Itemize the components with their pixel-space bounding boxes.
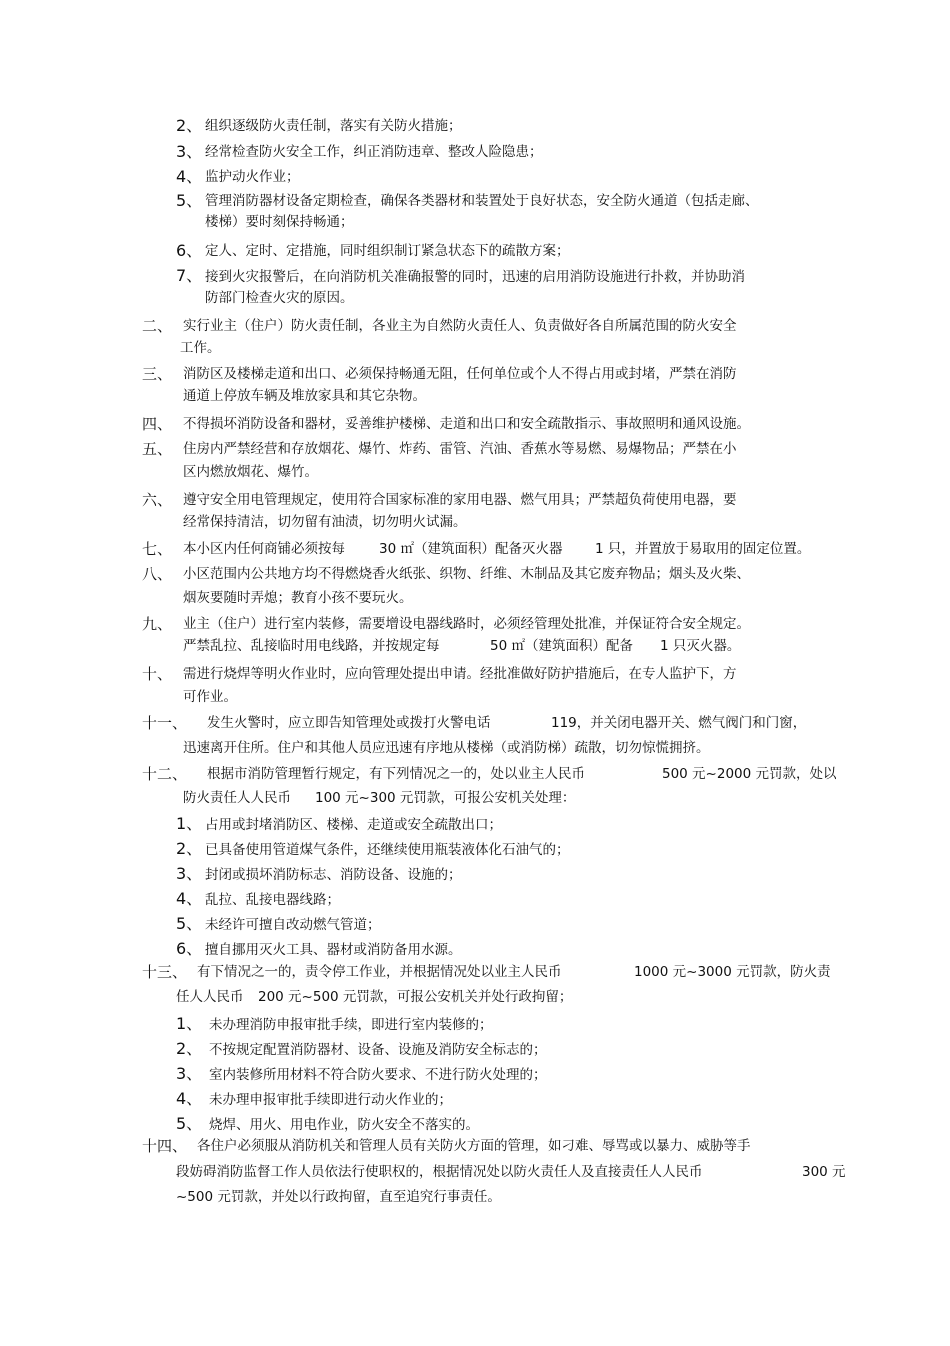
list-number: 3、 [176, 1064, 203, 1083]
list-text: 乱拉、乱接电器线路； [205, 892, 340, 908]
section-text: 业主（住户）进行室内装修，需要增设电器线路时，必须经管理处批准，并保证符合安全规定。 [183, 616, 750, 632]
section-text: 500 元~2000 元罚款，处以 [662, 766, 837, 782]
item-number: 7、 [176, 266, 203, 285]
item-text: 定人、定时、定措施，同时组织制订紧急状态下的疏散方案； [205, 243, 570, 259]
item-text: 管理消防器材设备定期检查，确保各类器材和装置处于良好状态，安全防火通道（包括走廊、 [205, 193, 759, 209]
section-number: 八、 [142, 565, 173, 583]
section-text: 遵守安全用电管理规定，使用符合国家标准的家用电器、燃气用具；严禁超负荷使用电器，要 [183, 492, 737, 508]
list-number: 3、 [176, 864, 203, 883]
section-text-continued: 严禁乱拉、乱接临时用电线路，并按规定每 [183, 638, 440, 654]
item-number: 5、 [176, 191, 203, 210]
item-number: 6、 [176, 241, 203, 260]
section-text-continued: 防火责任人人民币 [183, 790, 291, 806]
section-number: 四、 [142, 415, 173, 433]
section-text-continued: 工作。 [180, 340, 221, 356]
section-text: 119，并关闭电器开关、燃气阀门和门窗， [551, 715, 807, 731]
list-number: 5、 [176, 1114, 203, 1133]
section-text-continued: 300 元 [802, 1164, 846, 1180]
list-text: 未经许可擅自改动燃气管道； [205, 917, 381, 933]
section-text-continued: 区内燃放烟花、爆竹。 [183, 464, 318, 480]
list-text: 不按规定配置消防器材、设备、设施及消防安全标志的； [209, 1042, 547, 1058]
section-number: 十、 [142, 665, 173, 683]
section-text: 有下情况之一的，责令停工作业，并根据情况处以业主人民币 [197, 964, 562, 980]
section-text: 消防区及楼梯走道和出口、必须保持畅通无阻，任何单位或个人不得占用或封堵，严禁在消防 [183, 366, 737, 382]
section-number: 九、 [142, 615, 173, 633]
list-number: 2、 [176, 1039, 203, 1058]
section-text-continued: 迅速离开住所。住户和其他人员应迅速有序地从楼梯（或消防梯）疏散，切勿惊慌拥挤。 [183, 740, 710, 756]
list-text: 擅自挪用灭火工具、器材或消防备用水源。 [205, 942, 462, 958]
section-number: 二、 [142, 317, 173, 335]
section-number: 十四、 [142, 1137, 188, 1155]
section-text-continued: 可作业。 [183, 689, 237, 705]
section-number: 三、 [142, 365, 173, 383]
list-text: 已具备使用管道煤气条件，还继续使用瓶装液体化石油气的； [205, 842, 570, 858]
section-text: 1 只，并置放于易取用的固定位置。 [595, 541, 811, 557]
section-number: 五、 [142, 440, 173, 458]
section-text: 各住户必须服从消防机关和管理人员有关防火方面的管理，如刁难、辱骂或以暴力、威胁等手 [197, 1138, 751, 1154]
item-text: 经常检查防火安全工作，纠正消防违章、整改人险隐患； [205, 144, 543, 160]
section-text: 根据市消防管理暂行规定，有下列情况之一的，处以业主人民币 [207, 766, 585, 782]
section-text: 住房内严禁经营和存放烟花、爆竹、炸药、雷管、汽油、香蕉水等易燃、易爆物品；严禁在小 [183, 441, 737, 457]
section-text: 1000 元~3000 元罚款，防火责 [634, 964, 831, 980]
section-text: 30 ㎡（建筑面积）配备灭火器 [379, 541, 563, 557]
item-text-continued: 楼梯）要时刻保持畅通； [205, 214, 354, 230]
list-text: 封闭或损坏消防标志、消防设备、设施的； [205, 867, 462, 883]
section-text: 实行业主（住户）防火责任制，各业主为自然防火责任人、负责做好各自所属范围的防火安全 [183, 318, 737, 334]
list-text: 室内装修所用材料不符合防火要求、不进行防火处理的； [209, 1067, 547, 1083]
list-text: 未办理消防申报审批手续，即进行室内装修的； [209, 1017, 493, 1033]
section-text: 不得损坏消防设备和器材，妥善维护楼梯、走道和出口和安全疏散指示、事故照明和通风设施。 [183, 416, 750, 432]
list-number: 1、 [176, 1014, 203, 1033]
section-number: 十一、 [142, 714, 188, 732]
list-number: 4、 [176, 889, 203, 908]
section-text-continued: 烟灰要随时弄熄；教育小孩不要玩火。 [183, 590, 413, 606]
section-text-continued: 段妨碍消防监督工作人员依法行使职权的，根据情况处以防火责任人及直接责任人人民币 [176, 1164, 703, 1180]
section-text-continued: 200 元~500 元罚款，可报公安机关并处行政拘留； [258, 989, 573, 1005]
item-text: 组织逐级防火责任制，落实有关防火措施； [205, 118, 462, 134]
section-text-continued: 任人人民币 [176, 989, 244, 1005]
section-text-continued: 通道上停放车辆及堆放家具和其它杂物。 [183, 388, 426, 404]
section-text: 本小区内任何商铺必须按每 [183, 541, 345, 557]
list-text: 占用或封堵消防区、楼梯、走道或安全疏散出口； [205, 817, 502, 833]
section-text-continued: ~500 元罚款，并处以行政拘留，直至追究行事责任。 [176, 1189, 501, 1205]
list-number: 6、 [176, 939, 203, 958]
list-text: 未办理申报审批手续即进行动火作业的； [209, 1092, 452, 1108]
section-text: 发生火警时，应立即告知管理处或拨打火警电话 [207, 715, 491, 731]
section-number: 十二、 [142, 765, 188, 783]
section-number: 十三、 [142, 963, 188, 981]
item-text: 监护动火作业； [205, 169, 300, 185]
item-text-continued: 防部门检查火灾的原因。 [205, 290, 354, 306]
list-number: 5、 [176, 914, 203, 933]
item-number: 3、 [176, 142, 203, 161]
section-text: 小区范围内公共地方均不得燃烧香火纸张、织物、纤维、木制品及其它废弃物品；烟头及火柴、 [183, 566, 750, 582]
list-number: 4、 [176, 1089, 203, 1108]
item-number: 4、 [176, 167, 203, 186]
list-number: 2、 [176, 839, 203, 858]
section-text-continued: 50 ㎡（建筑面积）配备 [490, 638, 633, 654]
section-text-continued: 经常保持清洁，切勿留有油渍，切勿明火试漏。 [183, 514, 467, 530]
section-number: 七、 [142, 540, 173, 558]
section-text: 需进行烧焊等明火作业时，应向管理处提出申请。经批准做好防护措施后，在专人监护下，方 [183, 666, 737, 682]
section-text-continued: 100 元~300 元罚款，可报公安机关处理： [315, 790, 576, 806]
item-number: 2、 [176, 116, 203, 135]
list-number: 1、 [176, 814, 203, 833]
list-text: 烧焊、用火、用电作业，防火安全不落实的。 [209, 1117, 479, 1133]
section-number: 六、 [142, 491, 173, 509]
item-text: 接到火灾报警后，在向消防机关准确报警的同时，迅速的启用消防设施进行扑救，并协助消 [205, 269, 745, 285]
section-text-continued: 1 只灭火器。 [660, 638, 741, 654]
